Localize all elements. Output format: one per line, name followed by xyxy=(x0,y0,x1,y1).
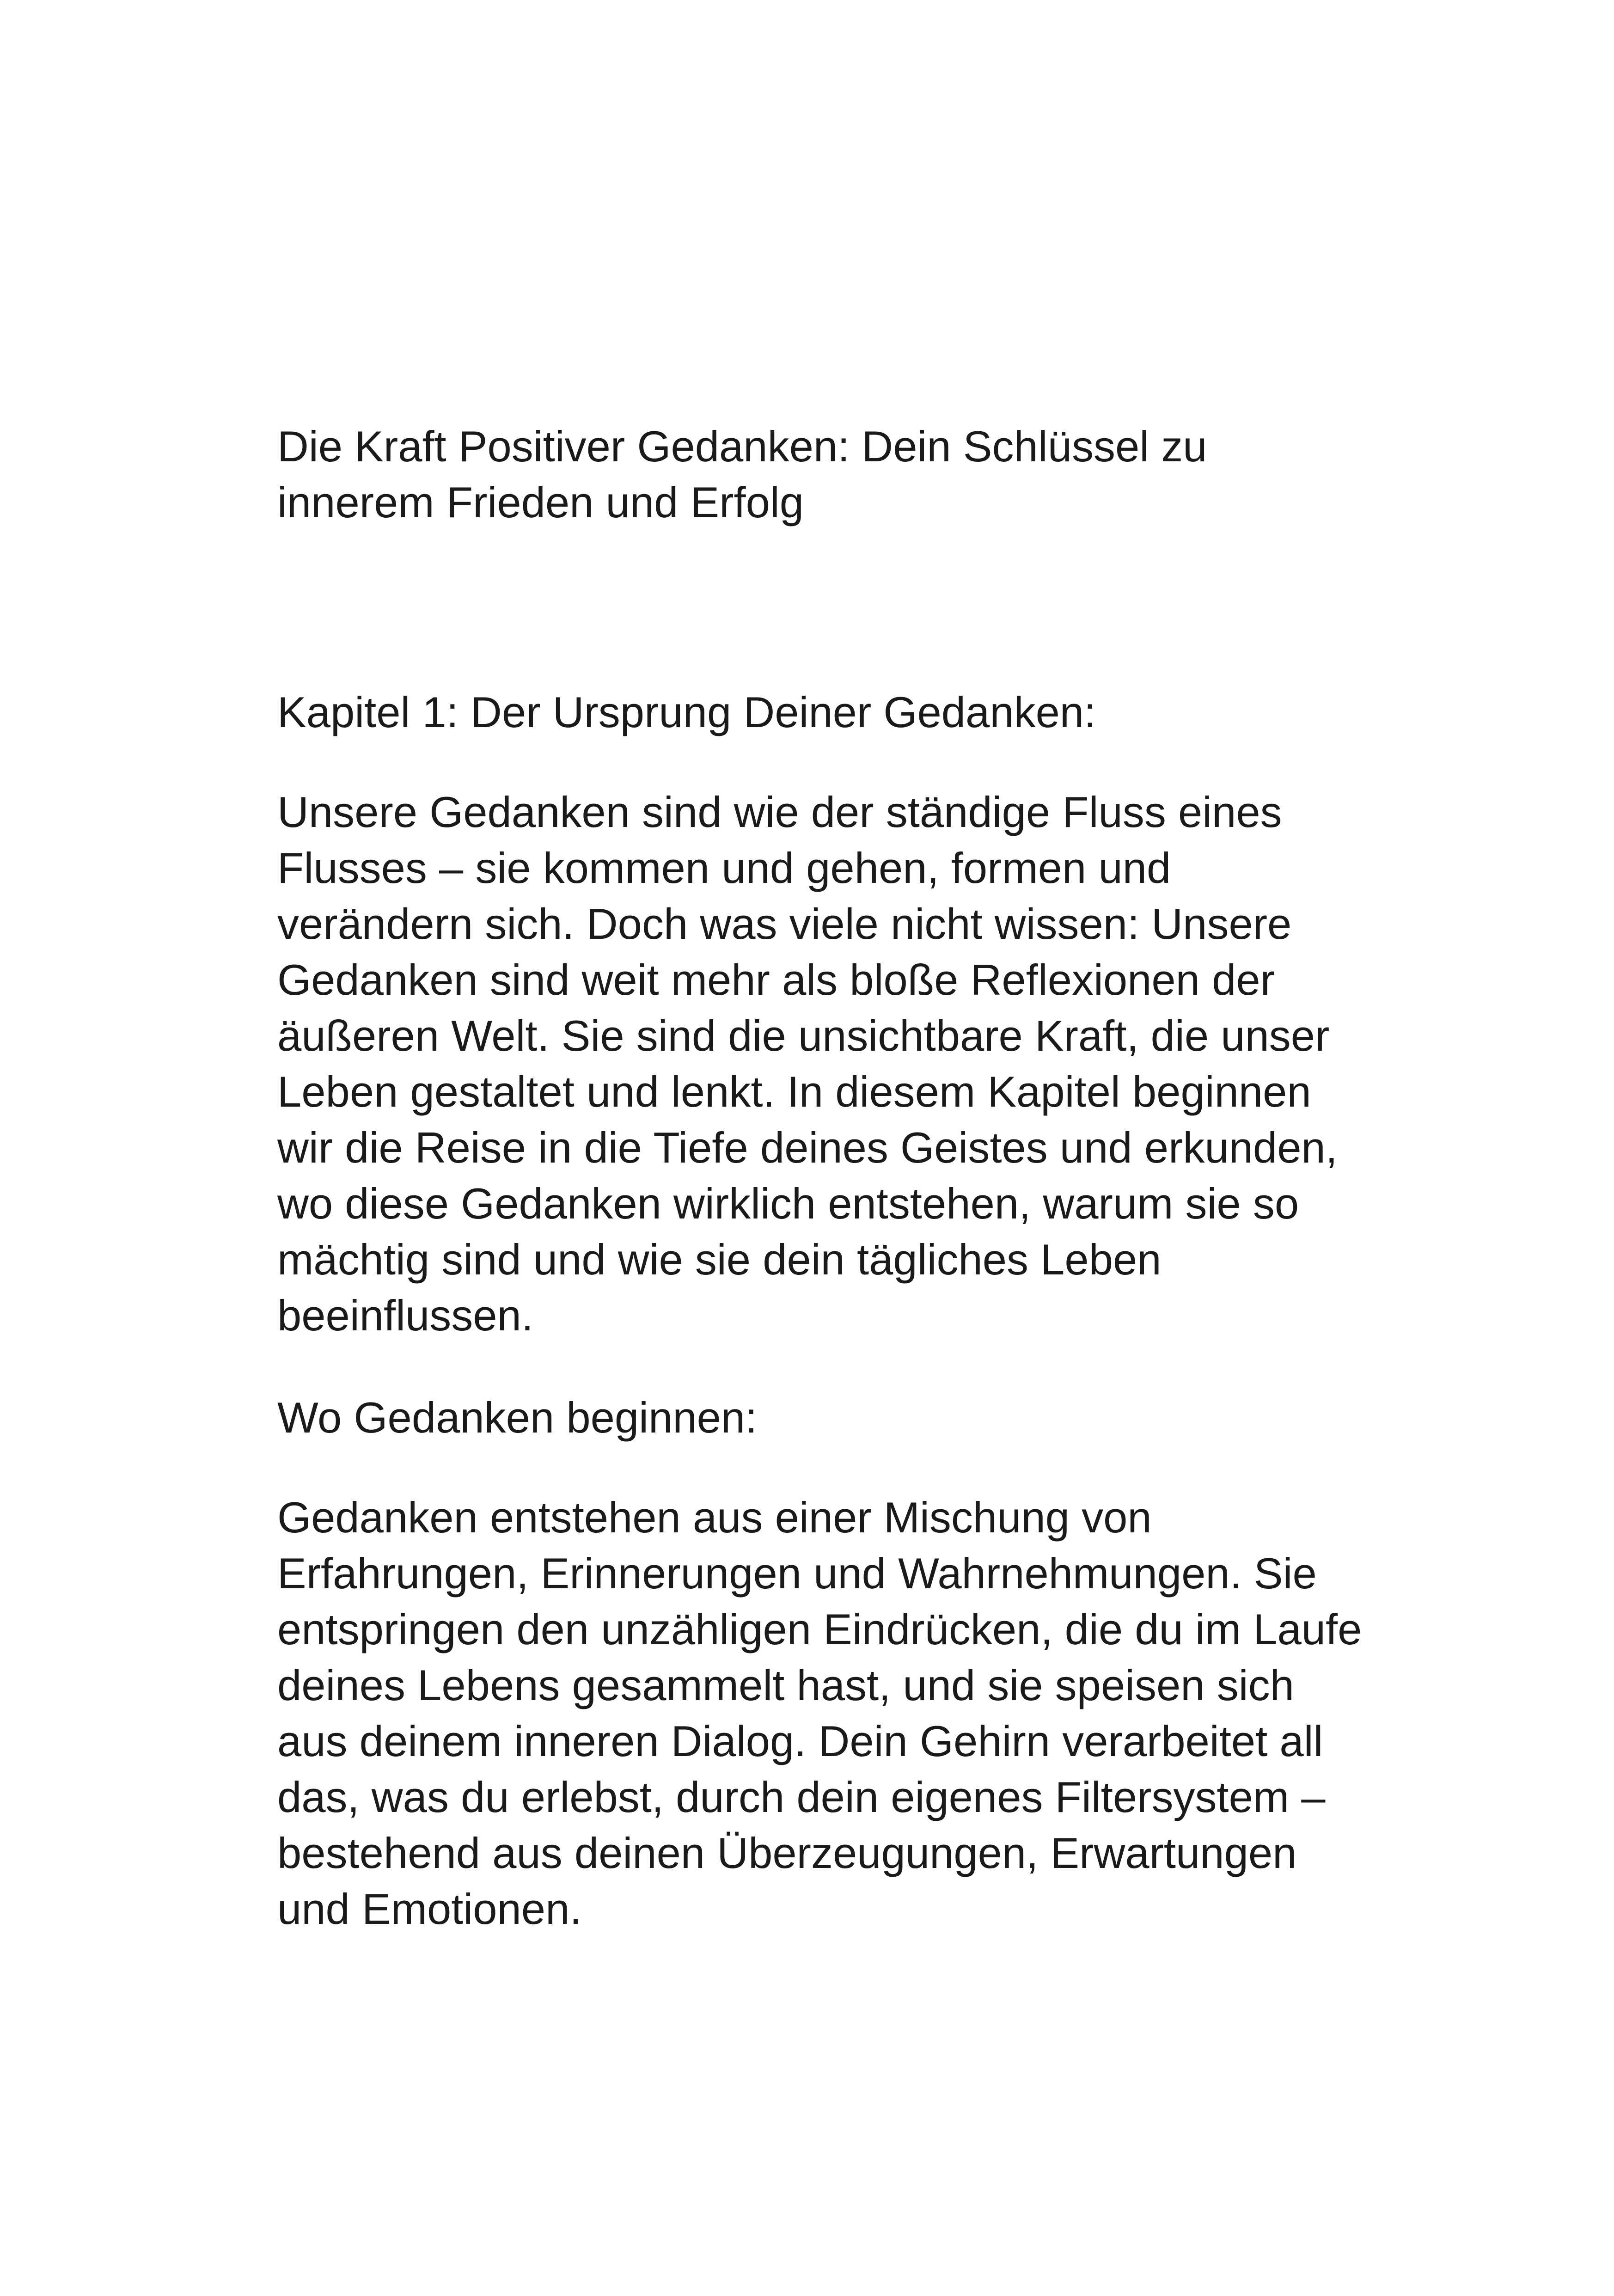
chapter-heading: Kapitel 1: Der Ursprung Deiner Gedanken: xyxy=(277,688,1096,736)
paragraph-1: Unsere Gedanken sind wie der ständige Fluss eines Flusses – sie kommen und gehen, formen und verändern sich. Doch was viele nicht wissen: Unsere Gedanken sind weit mehr als bloße Reflexionen der äußeren Welt. Sie sind die unsichtbare Kraft, die unser Leben gestaltet und lenkt. In diesem Kapitel beginnen wir die Reise in die Tiefe deines Geistes und erkunden, wo diese Gedanken wirklich entstehen, warum sie so mächtig sind und wie sie dein tägliches Leben beeinflussen. xyxy=(277,788,1338,1340)
document-title: Die Kraft Positiver Gedanken: Dein Schlüssel zu innerem Frieden und Erfolg xyxy=(277,422,1207,527)
section-subheading: Wo Gedanken beginnen: xyxy=(277,1393,758,1442)
paragraph-2: Gedanken entstehen aus einer Mischung von Erfahrungen, Erinnerungen und Wahrnehmungen. Sie entspringen den unzähligen Eindrücken, die du im Laufe deines Lebens gesammelt hast, und sie speisen sich aus deinem inneren Dialog. Dein Gehirn verarbeitet all das, was du erlebst, durch dein eigenes Filtersystem – bestehend aus deinen Überzeugungen, Erwartungen und Emotionen. xyxy=(277,1493,1362,1933)
